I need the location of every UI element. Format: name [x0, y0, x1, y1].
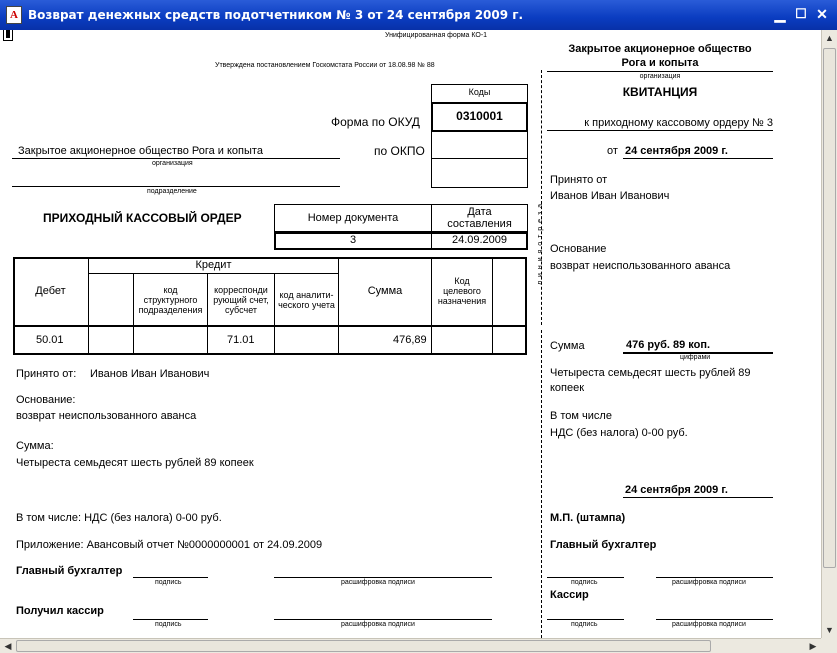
basis-value: возврат неиспользованного аванса: [16, 410, 197, 422]
receipt-received-label: Принято от: [550, 174, 608, 186]
scroll-right-icon[interactable]: ▶: [809, 641, 817, 651]
doc-date: 24.09.2009: [451, 234, 508, 246]
receipt-stamp: М.П. (штампа): [550, 512, 626, 524]
extra-header: [492, 257, 527, 326]
sum-header: [338, 257, 432, 326]
debit-value: 50.01: [36, 334, 64, 346]
account-label: корреспонди рующий счет, субсчет: [213, 284, 269, 315]
divider: [274, 619, 492, 620]
account-value: 71.01: [227, 334, 255, 346]
signature-caption: подпись: [571, 579, 598, 586]
unified-form: Унифицированная форма КО-1: [385, 32, 488, 39]
receipt-cashier: Кассир: [550, 589, 589, 601]
scroll-corner: [821, 638, 837, 653]
doc-date-header: [431, 204, 528, 232]
sum-value: 476,89: [393, 334, 427, 346]
cut-line-bottom: [541, 330, 542, 638]
okpo-label: по ОКПО: [374, 144, 425, 158]
signature-caption: подпись: [155, 621, 182, 628]
approved-text: Утверждена постановлением Госкомстата России от 18.08.98 № 88: [215, 62, 435, 69]
close-button[interactable]: ✕: [816, 6, 828, 22]
organization-caption: организация: [152, 160, 193, 167]
decode-caption: расшифровка подписи: [672, 621, 746, 628]
struct-header: [133, 273, 208, 326]
divider: [656, 619, 773, 620]
receipt-date-prefix: от: [607, 145, 618, 157]
scroll-down-icon[interactable]: ▼: [825, 625, 834, 635]
order-title: ПРИХОДНЫЙ КАССОВЫЙ ОРДЕР: [43, 211, 242, 225]
divider: [12, 186, 340, 187]
receipt-including: НДС (без налога) 0-00 руб.: [550, 427, 688, 439]
maximize-button[interactable]: ☐: [795, 6, 807, 21]
divider: [547, 577, 624, 578]
chief-accountant-label: Главный бухгалтер: [16, 565, 123, 577]
window-title: Возврат денежных средств подотчетником № 3 от 24 сентября 2009 г.: [28, 8, 524, 22]
decode-caption: расшифровка подписи: [341, 579, 415, 586]
receipt-basis-label: Основание: [550, 243, 607, 255]
document-area: [0, 30, 821, 638]
doc-date-label: Дата составления: [447, 206, 512, 230]
codes-box: [431, 84, 528, 188]
scroll-up-icon[interactable]: ▲: [825, 33, 834, 43]
decode-caption: расшифровка подписи: [672, 579, 746, 586]
okud-label: Форма по ОКУД: [331, 115, 420, 129]
debit-label: Дебет: [35, 285, 66, 297]
divider: [338, 326, 339, 354]
digits-caption: цифрами: [680, 354, 711, 361]
receipt-sign-date: 24 сентября 2009 г.: [625, 484, 728, 496]
purpose-label: Код целевого назначения: [437, 276, 487, 306]
codes-header: Коды: [468, 87, 491, 97]
credit-blank-header: [88, 273, 134, 326]
basis-label: Основание:: [16, 394, 76, 406]
cut-line-label: л и н и я о т р е з а: [537, 203, 544, 285]
credit-header: [88, 257, 339, 274]
receipt-including-label: В том числе: [550, 410, 612, 422]
divider: [88, 326, 89, 354]
signature-caption: подпись: [571, 621, 598, 628]
struct-label: код структурного подразделения: [138, 284, 203, 315]
receipt-org-line1: Закрытое акционерное общество: [568, 43, 752, 55]
divider: [623, 497, 773, 498]
vertical-scrollbar[interactable]: [821, 30, 837, 638]
purpose-header: [431, 257, 493, 326]
doc-number: 3: [349, 234, 357, 246]
decode-caption: расшифровка подписи: [341, 621, 415, 628]
receipt-date: 24 сентября 2009 г.: [625, 145, 728, 157]
divider: [492, 326, 493, 354]
receipt-chief-accountant: Главный бухгалтер: [550, 539, 657, 551]
doc-number-header: [274, 204, 432, 232]
divider: [207, 326, 208, 354]
horizontal-scroll-thumb[interactable]: [16, 640, 711, 652]
okud-value: 0310001: [456, 109, 503, 123]
divider: [656, 577, 773, 578]
cut-line-top: [541, 70, 542, 325]
divider: [547, 130, 773, 131]
receipt-org-caption: организация: [639, 73, 681, 80]
receipt-sum-words-2: копеек: [550, 382, 585, 394]
divider: [547, 71, 773, 72]
subdivision-caption: подразделение: [147, 188, 197, 195]
debit-header: [13, 257, 89, 326]
analytic-header: [274, 273, 339, 326]
divider: [133, 326, 134, 354]
signature-caption: подпись: [155, 579, 182, 586]
horizontal-scrollbar[interactable]: [0, 638, 821, 653]
document-icon[interactable]: A: [6, 6, 22, 24]
divider: [133, 577, 208, 578]
receipt-sum-digits: 476 руб. 89 коп.: [626, 339, 711, 351]
received-from-label: Принято от:: [16, 368, 77, 380]
divider: [623, 158, 773, 159]
receipt-to-order: к приходному кассовому ордеру № 3: [584, 117, 773, 129]
minimize-button[interactable]: ▁: [774, 6, 786, 22]
attachment-text: Приложение: Авансовый отчет №0000000001 от 24.09.2009: [16, 539, 323, 551]
receipt-title: КВИТАНЦИЯ: [622, 85, 698, 99]
divider: [12, 158, 340, 159]
credit-label: Кредит: [195, 259, 232, 271]
title-bar: [0, 0, 837, 30]
divider: [274, 326, 275, 354]
sum-label: Сумма:: [16, 440, 54, 452]
scroll-left-icon[interactable]: ◀: [4, 641, 12, 651]
including-text: В том числе: НДС (без налога) 0-00 руб.: [16, 512, 222, 524]
cashier-label: Получил кассир: [16, 605, 104, 617]
account-header: [207, 273, 275, 326]
divider: [13, 325, 527, 327]
divider: [431, 326, 432, 354]
divider: [431, 158, 528, 159]
sum-col-label: Сумма: [367, 285, 403, 297]
organization-name: Закрытое акционерное общество Рога и копыта: [18, 145, 263, 157]
vertical-scroll-thumb[interactable]: [823, 48, 836, 568]
divider: [547, 619, 624, 620]
receipt-received-from: Иванов Иван Иванович: [550, 190, 670, 202]
divider: [274, 577, 492, 578]
receipt-basis: возврат неиспользованного аванса: [550, 260, 731, 272]
receipt-sum-words-1: Четыреста семьдесят шесть рублей 89: [550, 367, 751, 379]
received-from: Иванов Иван Иванович: [90, 368, 210, 380]
receipt-sum-label: Сумма: [550, 340, 585, 352]
sum-words: Четыреста семьдесят шесть рублей 89 копеек: [16, 457, 254, 469]
text-cursor: [4, 30, 12, 40]
doc-number-label: Номер документа: [307, 212, 399, 224]
receipt-org-line2: Рога и копыта: [621, 57, 699, 69]
divider: [133, 619, 208, 620]
analytic-label: код аналити- ческого учета: [278, 289, 335, 310]
